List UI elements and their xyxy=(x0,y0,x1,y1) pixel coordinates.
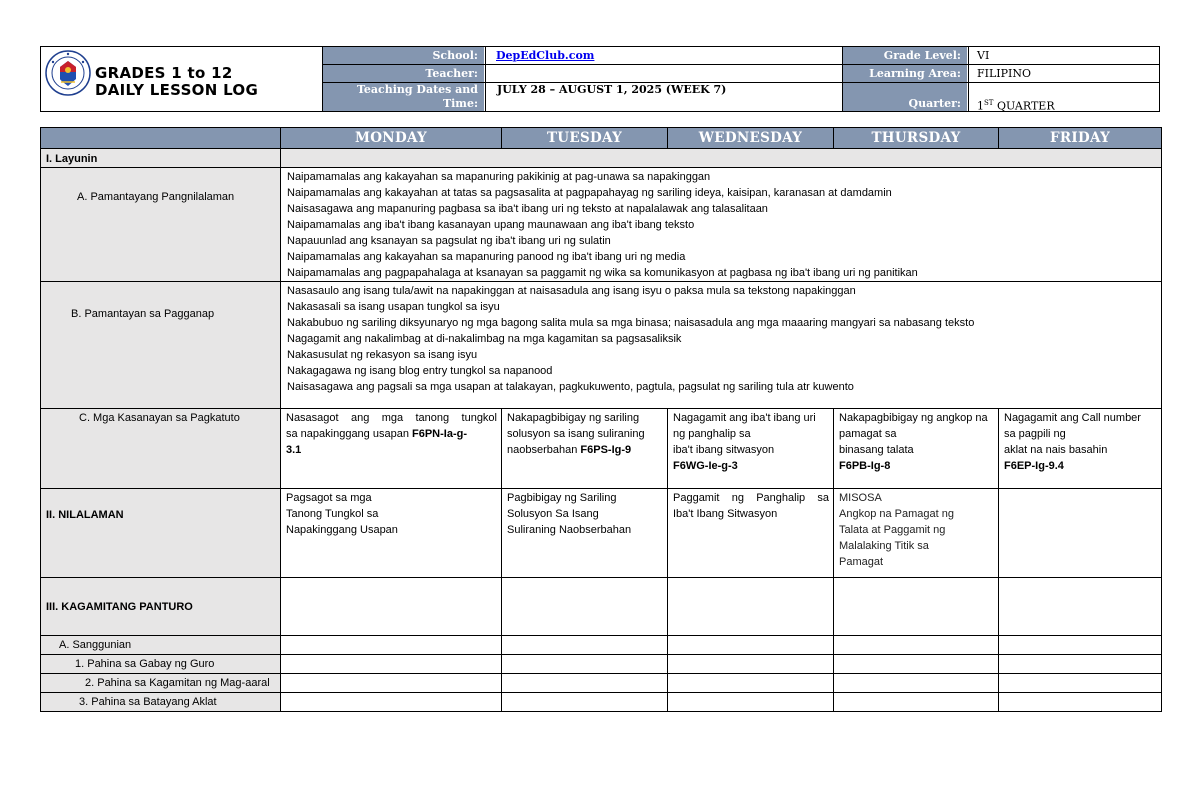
dates-label xyxy=(323,83,484,111)
pangnilalaman-label: A. Pamantayang Pangnilalaman xyxy=(41,168,281,282)
batayang-aklat-wednesday xyxy=(668,693,834,712)
pangnilalaman-line: Naisasagawa ang mapanuring pagbasa sa iba't ibang uri ng teksto at napalalawak ang talasalitaan xyxy=(287,203,768,215)
sanggunian-label: A. Sanggunian xyxy=(41,636,281,655)
dates-value: JULY 28 – AUGUST 1, 2025 (WEEK 7) xyxy=(497,83,727,96)
pagganap-line: Nagagamit ang nakalimbag at di-nakalimbag na mga kagamitan sa pagsasaliksik xyxy=(287,333,682,345)
nilalaman-line: Malalaking Titik sa xyxy=(839,540,929,552)
kasanayan-row xyxy=(41,409,1162,489)
area-value: FILIPINO xyxy=(977,67,1032,80)
nilalaman-row xyxy=(41,489,1162,578)
pangnilalaman-line: Napauunlad ang ksanayan sa pagsulat ng iba't ibang uri ng sulatin xyxy=(287,235,611,247)
sanggunian-friday xyxy=(999,636,1162,655)
kagamitan-mag-aaral-monday xyxy=(281,674,502,693)
kasanayan-thursday xyxy=(834,409,999,489)
kasanayan-monday xyxy=(281,409,502,489)
quarter-value xyxy=(969,96,1159,113)
kasanayan-text: Nasasagot ang mga tanong tungkol xyxy=(286,412,497,424)
pangnilalaman-line: Naipamamalas ang kakayahan sa mapanuring panood ng iba't ibang uri ng media xyxy=(287,251,686,263)
batayang-aklat-thursday xyxy=(834,693,999,712)
header-divider xyxy=(322,64,1160,65)
kagamitan-row xyxy=(41,578,1162,636)
kasanayan-wednesday xyxy=(668,409,834,489)
kagamitan-monday xyxy=(281,578,502,636)
nilalaman-thursday xyxy=(834,489,999,578)
kasanayan-text: Nakapagbibigay ng sariling xyxy=(507,412,640,424)
pangnilalaman-row xyxy=(41,168,1162,282)
header-divider xyxy=(485,46,486,112)
nilalaman-line: Solusyon Sa Isang xyxy=(507,508,599,520)
nilalaman-line: Pagsagot sa mga xyxy=(286,492,372,504)
pangnilalaman-line: Naipamamalas ang kakayahan at tatas sa pagsasalita at pagpapahayag ng sariling ideya, kaisipan, karanasan at damdamin xyxy=(287,187,892,199)
day-header-monday: MONDAY xyxy=(281,128,502,149)
gabay-wednesday xyxy=(668,655,834,674)
kasanayan-text: binasang talata xyxy=(839,444,914,456)
batayang-aklat-tuesday xyxy=(502,693,668,712)
kasanayan-text: iba't ibang sitwasyon xyxy=(673,444,775,456)
nilalaman-line: Tanong Tungkol sa xyxy=(286,508,379,520)
pangnilalaman-content xyxy=(281,168,1162,282)
kagamitan-mag-aaral-tuesday xyxy=(502,674,668,693)
layunin-fill xyxy=(281,149,1162,168)
kagamitan-mag-aaral-row xyxy=(41,674,1162,693)
dates-label-line2: Time: xyxy=(442,97,478,110)
kasanayan-text: aklat na nais basahin xyxy=(1004,444,1108,456)
competency-code: F6PS-Ig-9 xyxy=(580,444,632,456)
day-header-tuesday: TUESDAY xyxy=(502,128,668,149)
pagganap-line: Naisasagawa ang pagsali sa mga usapan at talakayan, pagkukuwento, pagtula, pagsulat ng sariling tula atr kuwento xyxy=(287,381,854,393)
pagganap-line: Nakabubuo ng sariling diksyunaryo ng mga bagong salita mula sa mga binasa; naisasadula ang mga maaaring mangyari sa nabasang teksto xyxy=(287,317,975,329)
kagamitan-friday xyxy=(999,578,1162,636)
nilalaman-line: Pagbibigay ng Sariling xyxy=(507,492,617,504)
batayang-aklat-monday xyxy=(281,693,502,712)
header-divider xyxy=(322,82,1160,83)
gabay-thursday xyxy=(834,655,999,674)
kasanayan-text xyxy=(286,426,497,442)
kasanayan-text: Nakapagbibigay ng angkop na xyxy=(839,412,988,424)
kasanayan-text: ng panghalip sa xyxy=(673,428,751,440)
day-header-thursday: THURSDAY xyxy=(834,128,999,149)
kasanayan-label: C. Mga Kasanayan sa Pagkatuto xyxy=(41,409,281,489)
lesson-log-table xyxy=(40,127,1162,712)
kasanayan-text-part: sa napakinggang usapan xyxy=(286,428,412,440)
header-divider xyxy=(968,46,969,112)
quarter-sup: ST xyxy=(984,99,994,107)
gabay-tuesday xyxy=(502,655,668,674)
deped-seal-logo xyxy=(45,50,91,96)
nilalaman-line: Talata at Paggamit ng xyxy=(839,524,946,536)
day-header-friday: FRIDAY xyxy=(999,128,1162,149)
nilalaman-wednesday xyxy=(668,489,834,578)
kasanayan-text: Nagagamit ang iba't ibang uri xyxy=(673,412,816,424)
kagamitan-mag-aaral-wednesday xyxy=(668,674,834,693)
pagganap-line: Nakasasali sa isang usapan tungkol sa isyu xyxy=(287,301,500,313)
kasanayan-friday xyxy=(999,409,1162,489)
kagamitan-label: III. KAGAMITANG PANTURO xyxy=(41,578,281,636)
title-line-1: GRADES 1 to 12 xyxy=(95,64,233,82)
batayang-aklat-label: 3. Pahina sa Batayang Aklat xyxy=(41,693,281,712)
pagganap-line: Nakasusulat ng rekasyon sa isang isyu xyxy=(287,349,478,361)
pangnilalaman-line: Naipamamalas ang kakayahan sa mapanuring pakikinig at pag-unawa sa napakinggan xyxy=(287,171,711,183)
kasanayan-text-part: naobserbahan xyxy=(507,444,581,456)
kagamitan-wednesday xyxy=(668,578,834,636)
nilalaman-line: Pamagat xyxy=(839,556,884,568)
pangnilalaman-line: Naipamamalas ang pagpapahalaga at ksanayan sa paggamit ng wika sa komunikasyon at pagbasa ng iba't ibang uri ng panitikan xyxy=(287,267,918,279)
sanggunian-monday xyxy=(281,636,502,655)
grade-value: VI xyxy=(977,49,990,62)
pagganap-line: Nakagagawa ng isang blog entry tungkol sa napanood xyxy=(287,365,553,377)
pagganap-label: B. Pamantayan sa Pagganap xyxy=(41,282,281,409)
kagamitan-mag-aaral-label: 2. Pahina sa Kagamitan ng Mag-aaral xyxy=(41,674,281,693)
nilalaman-label: II. NILALAMAN xyxy=(41,489,281,578)
kasanayan-text xyxy=(507,442,663,458)
kagamitan-mag-aaral-thursday xyxy=(834,674,999,693)
kagamitan-thursday xyxy=(834,578,999,636)
competency-code: F6PB-Ig-8 xyxy=(839,460,891,472)
kasanayan-text: solusyon sa isang suliraning xyxy=(507,428,645,440)
batayang-aklat-row xyxy=(41,693,1162,712)
layunin-row xyxy=(41,149,1162,168)
header-divider xyxy=(842,46,843,112)
pagganap-row xyxy=(41,282,1162,409)
nilalaman-line: Suliraning Naobserbahan xyxy=(507,524,632,536)
school-link[interactable]: DepEdClub.com xyxy=(496,49,595,62)
kagamitan-tuesday xyxy=(502,578,668,636)
layunin-label: I. Layunin xyxy=(41,149,281,168)
sanggunian-wednesday xyxy=(668,636,834,655)
sanggunian-tuesday xyxy=(502,636,668,655)
gabay-row xyxy=(41,655,1162,674)
gabay-monday xyxy=(281,655,502,674)
header-divider xyxy=(322,46,323,112)
pagganap-content xyxy=(281,282,1162,409)
title-line-2: DAILY LESSON LOG xyxy=(95,81,259,99)
competency-code: F6EP-Ig-9.4 xyxy=(1004,460,1064,472)
teacher-label: Teacher: xyxy=(323,65,484,82)
pagganap-line: Nasasaulo ang isang tula/awit na napakinggan at naisasadula ang isang isyu o paksa mula sa tekstong napakinggan xyxy=(287,285,856,297)
batayang-aklat-friday xyxy=(999,693,1162,712)
kasanayan-text: sa pagpili ng xyxy=(1004,428,1066,440)
area-label: Learning Area: xyxy=(843,65,967,82)
day-header-row xyxy=(41,128,1162,149)
kasanayan-text: pamagat sa xyxy=(839,428,897,440)
dates-label-line1: Teaching Dates and xyxy=(356,83,478,96)
nilalaman-line: Napakinggang Usapan xyxy=(286,524,398,536)
nilalaman-friday xyxy=(999,489,1162,578)
gabay-label: 1. Pahina sa Gabay ng Guro xyxy=(41,655,281,674)
quarter-number: 1 xyxy=(977,99,984,113)
nilalaman-line: Angkop na Pamagat ng xyxy=(839,508,954,520)
nilalaman-monday xyxy=(281,489,502,578)
quarter-suffix: QUARTER xyxy=(993,99,1055,113)
competency-code: 3.1 xyxy=(286,444,302,456)
nilalaman-line: Paggamit ng Panghalip sa xyxy=(673,492,829,504)
grade-label: Grade Level: xyxy=(843,47,967,64)
competency-code: F6WG-Ie-g-3 xyxy=(673,460,738,472)
pangnilalaman-line: Naipamamalas ang iba't ibang kasanayan upang maunawaan ang iba't ibang teksto xyxy=(287,219,695,231)
corner-cell xyxy=(41,128,281,149)
sanggunian-row xyxy=(41,636,1162,655)
quarter-label: Quarter: xyxy=(843,83,967,111)
day-header-wednesday: WEDNESDAY xyxy=(668,128,834,149)
sanggunian-thursday xyxy=(834,636,999,655)
nilalaman-line: Iba't Ibang Sitwasyon xyxy=(673,508,778,520)
nilalaman-tuesday xyxy=(502,489,668,578)
nilalaman-line: MISOSA xyxy=(839,492,882,504)
kasanayan-tuesday xyxy=(502,409,668,489)
competency-code: F6PN-Ia-g- xyxy=(412,428,467,440)
kagamitan-mag-aaral-friday xyxy=(999,674,1162,693)
gabay-friday xyxy=(999,655,1162,674)
school-label: School: xyxy=(323,47,484,64)
kasanayan-text: Nagagamit ang Call number xyxy=(1004,412,1141,424)
teacher-value xyxy=(486,65,842,82)
